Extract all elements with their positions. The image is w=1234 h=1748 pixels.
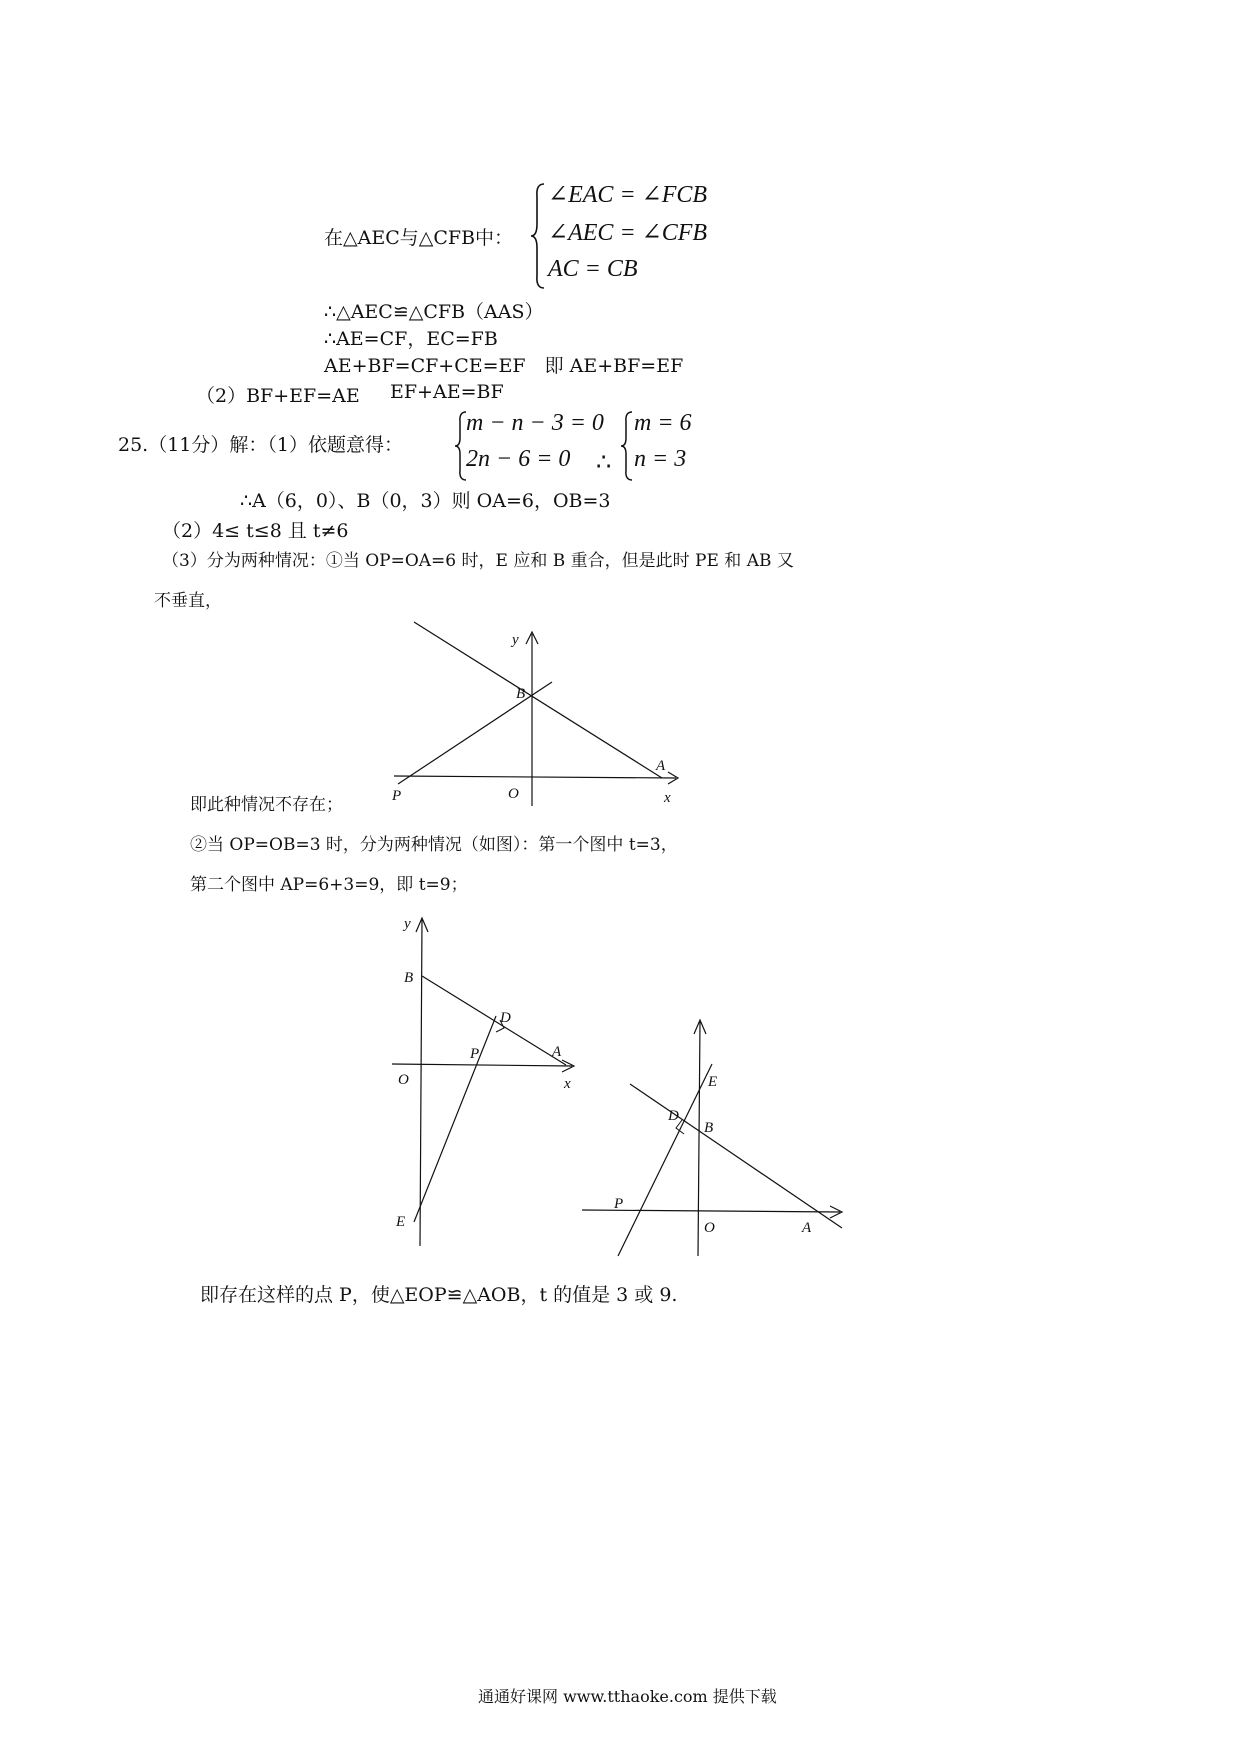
label-e: E [396, 1214, 406, 1230]
q25-sol-2: n = 3 [634, 446, 687, 472]
figure-1 [380, 614, 700, 814]
system-eq-3: AC = CB [548, 256, 638, 282]
label-x: x [564, 1076, 571, 1092]
label-y: y [404, 916, 411, 932]
q25-sol-1: m = 6 [634, 410, 692, 436]
label-p: P [392, 788, 402, 804]
line-ed [414, 1016, 496, 1222]
brace-icon [530, 182, 546, 290]
label-b: B [704, 1120, 714, 1136]
label-p: P [614, 1196, 624, 1212]
label-e: E [708, 1074, 718, 1090]
part2-answer-a: （2）BF+EF=AE [196, 385, 360, 407]
x-axis [392, 1064, 572, 1066]
q25-part3-a: （3）分为两种情况：①当 OP=OA=6 时，E 应和 B 重合，但是此时 PE 和 AB 又 [162, 551, 794, 571]
line-ab [630, 1084, 842, 1228]
figure-2 [390, 912, 590, 1262]
case2-a: ②当 OP=OB=3 时，分为两种情况（如图）：第一个图中 t=3， [190, 835, 678, 855]
y-axis [420, 920, 422, 1246]
label-a: A [656, 758, 666, 774]
q25-eq-1: m − n − 3 = 0 [466, 410, 604, 436]
page-footer: 通通好课网 www.tthaoke.com 提供下载 [478, 1687, 777, 1706]
proof-intro: 在△AEC与△CFB中： [324, 227, 514, 249]
case1-end: 即此种情况不存在； [190, 795, 343, 815]
x-axis [394, 776, 676, 778]
q25-eq-2: 2n − 6 = 0 [466, 446, 571, 472]
q25-header: 25.（11分）解：（1）依题意得： [118, 434, 403, 456]
y-axis [698, 1022, 700, 1256]
proof-line-2: ∴AE=CF，EC=FB [324, 328, 498, 350]
part2-answer-b: EF+AE=BF [390, 381, 504, 403]
therefore-symbol: ∴ [596, 450, 612, 476]
label-o: O [508, 786, 519, 802]
label-o: O [704, 1220, 715, 1236]
label-x: x [664, 790, 671, 806]
label-p: P [470, 1046, 480, 1062]
label-b: B [516, 686, 526, 702]
label-d: D [500, 1010, 511, 1026]
case2-b: 第二个图中 AP=6+3=9，即 t=9； [190, 875, 468, 895]
q25-coords: ∴A（6，0）、B（0，3）则 OA=6，OB=3 [240, 490, 611, 512]
q25-part2: （2）4≤ t≤8 且 t≠6 [162, 520, 349, 542]
proof-line-1: ∴△AEC≌△CFB（AAS） [324, 301, 544, 323]
system-eq-2: ∠AEC = ∠CFB [548, 220, 708, 246]
system-eq-1: ∠EAC = ∠FCB [548, 182, 708, 208]
conclusion: 即存在这样的点 P，使△EOP≌△AOB，t 的值是 3 或 9. [200, 1284, 678, 1306]
brace-icon [620, 410, 634, 482]
figure-3 [570, 1016, 850, 1276]
label-a: A [552, 1044, 562, 1060]
label-a: A [802, 1220, 812, 1236]
proof-line-3: AE+BF=CF+CE=EF 即 AE+BF=EF [324, 355, 684, 377]
line-ab [414, 622, 662, 778]
line-pb [398, 682, 552, 784]
q25-part3-b: 不垂直， [154, 591, 222, 611]
label-o: O [398, 1072, 409, 1088]
label-y: y [512, 632, 519, 648]
label-b: B [404, 970, 414, 986]
label-d: D [668, 1108, 679, 1124]
